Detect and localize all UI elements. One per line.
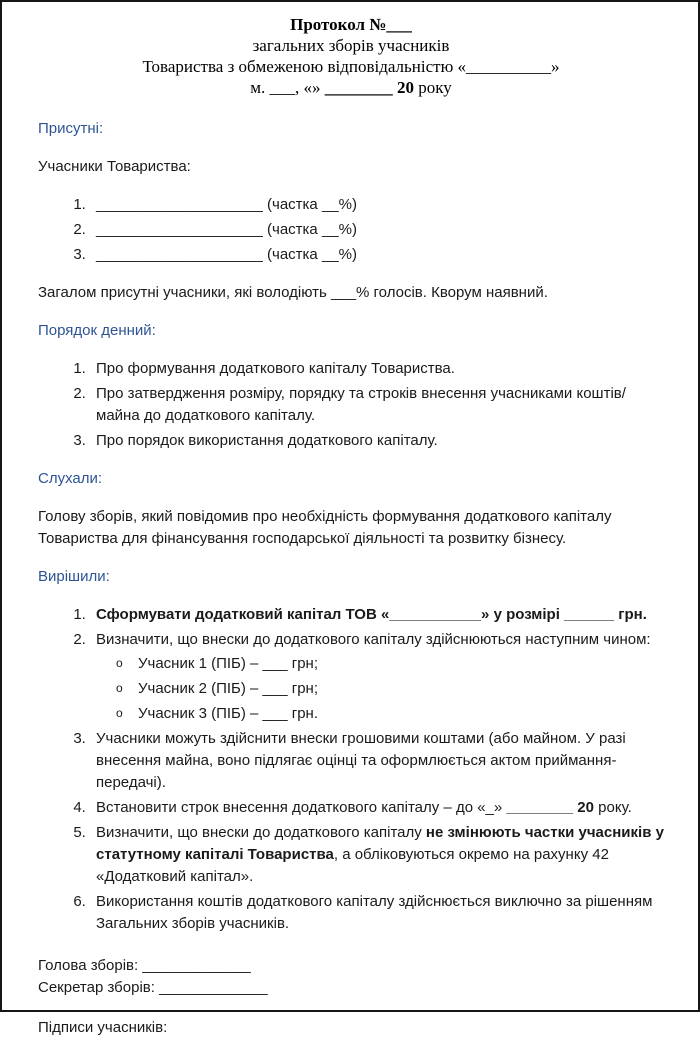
- resolved-item-5-bold: не змінюють частки учасників у статутному капіталі Товариства: [96, 824, 664, 863]
- resolved-item-1-text: Сформувати додатковий капітал ТОВ «___________» у розмірі ______ грн.: [96, 606, 647, 623]
- resolved-item-4: [90, 797, 664, 819]
- doc-date-line: [38, 77, 664, 98]
- section-heading-present: Присутні:: [38, 120, 104, 137]
- resolved-item-5-text: Визначити, що внески до додаткового капіталу: [96, 824, 426, 841]
- date-suffix: року: [413, 78, 452, 97]
- date-blank: ________ 20: [324, 78, 414, 97]
- contribution-text: Учасник 2 (ПІБ) – ___ грн;: [138, 680, 319, 697]
- resolved-item-2: [90, 629, 664, 725]
- participant-row: [90, 219, 664, 241]
- participant-blank: ____________________ (частка __%): [96, 246, 357, 263]
- secretary-signature-line: Секретар зборів: _____________: [38, 979, 268, 996]
- resolved-item-5-tail: , а обліковуються окремо на рахунку 42 «Додатковий капітал».: [96, 846, 609, 885]
- resolved-item-1: [90, 604, 664, 626]
- section-heading-heard: Слухали:: [38, 470, 103, 487]
- participant-row: [90, 194, 664, 216]
- resolved-item-5: [90, 822, 664, 888]
- contribution-row: [138, 653, 664, 675]
- contribution-text: Учасник 3 (ПІБ) – ___ грн.: [138, 705, 319, 722]
- agenda-item: [90, 383, 664, 427]
- resolved-item-6-text: Використання коштів додаткового капіталу здійснюється виключно за рішенням Загальних зборів учасників.: [96, 893, 653, 932]
- agenda-item-text: Про формування додаткового капіталу Товариства.: [96, 360, 455, 377]
- doc-title: Протокол №___: [290, 15, 412, 34]
- resolved-list: [38, 604, 664, 935]
- resolved-item-3: [90, 728, 664, 794]
- resolved-item-3-text: Учасники можуть здійснити внески грошовими коштами (або майном. У разі внесення майна, воно підлягає оцінці та оформлюється актом приймання-передачі).: [96, 730, 626, 791]
- resolved-item-4-text: Встановити строк внесення додаткового капіталу – до «_»: [96, 799, 507, 816]
- doc-subtitle-2: Товариства з обмеженою відповідальністю «__________»: [142, 57, 560, 76]
- quorum-statement: Загалом присутні учасники, які володіють ___% голосів. Кворум наявний.: [38, 284, 548, 301]
- participant-blank: ____________________ (частка __%): [96, 221, 357, 238]
- agenda-item-text: Про затвердження розміру, порядку та строків внесення учасниками коштів/майна до додаткового капіталу.: [96, 385, 626, 424]
- document-content: [2, 2, 698, 1039]
- agenda-item: [90, 430, 664, 452]
- resolved-item-4-tail: року.: [594, 799, 632, 816]
- resolved-item-6: [90, 891, 664, 935]
- contribution-row: [138, 678, 664, 700]
- doc-subtitle-1: загальних зборів учасників: [252, 36, 450, 55]
- heard-paragraph: Голову зборів, який повідомив про необхідність формування додаткового капіталу Товариства для фінансування господарської діяльності та розвитку бізнесу.: [38, 508, 612, 547]
- contribution-text: Учасник 1 (ПІБ) – ___ грн;: [138, 655, 319, 672]
- participant-row: [90, 244, 664, 266]
- resolved-item-2-text: Визначити, що внески до додаткового капіталу здійснюються наступним чином:: [96, 631, 651, 648]
- agenda-item-text: Про порядок використання додаткового капіталу.: [96, 432, 438, 449]
- section-heading-resolved: Вирішили:: [38, 568, 110, 585]
- chairman-signature-line: Голова зборів: _____________: [38, 957, 251, 974]
- participants-signatures-heading: Підписи учасників:: [38, 1019, 168, 1036]
- title-block: [38, 14, 664, 98]
- agenda-list: [38, 358, 664, 452]
- signature-block: [38, 955, 664, 999]
- participants-label: Учасники Товариства:: [38, 158, 191, 175]
- section-heading-agenda: Порядок денний:: [38, 322, 156, 339]
- participant-blank: ____________________ (частка __%): [96, 196, 357, 213]
- agenda-item: [90, 358, 664, 380]
- contribution-row: [138, 703, 664, 725]
- contributions-sublist: [96, 653, 664, 725]
- participants-list: [38, 194, 664, 266]
- date-prefix: м. ___, «»: [250, 78, 325, 97]
- resolved-item-4-blank: ________ 20: [506, 799, 594, 816]
